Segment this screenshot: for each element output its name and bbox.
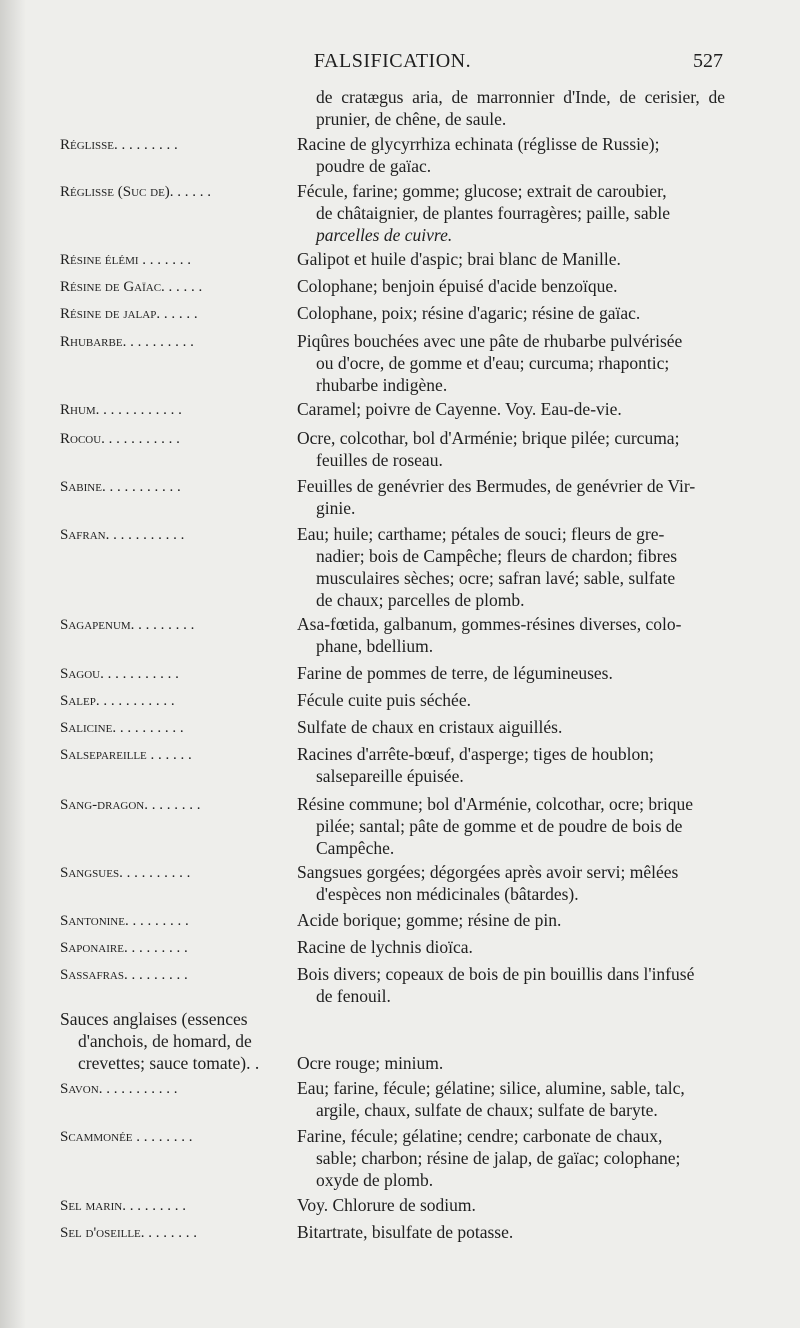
entry-term: Rocou. . . . . . . . . . . <box>60 431 180 447</box>
definition-line: rhubarbe indigène. <box>316 375 448 395</box>
entry-definition <box>297 1052 725 1074</box>
entry-term: Scammonée . . . . . . . . <box>60 1129 193 1145</box>
definition-line: de châtaignier, de plantes fourragères; paille, sable <box>316 203 670 223</box>
definition-line: Feuilles de genévrier des Bermudes, de genévrier de Vir- <box>297 476 696 496</box>
entry-term: Résine de Gaïac. . . . . . <box>60 279 203 295</box>
entry-definition <box>297 475 725 519</box>
definition-line: Colophane, poix; résine d'agaric; résine de gaïac. <box>297 303 641 323</box>
entry-definition <box>297 861 725 905</box>
definition-line: de fenouil. <box>316 986 391 1006</box>
definition-line: poudre de gaïac. <box>316 156 432 176</box>
entry-definition <box>297 743 725 787</box>
entry-definition <box>297 1125 725 1191</box>
entry-definition <box>297 248 725 270</box>
entry-term: Sagou. . . . . . . . . . . <box>60 666 179 682</box>
definition-line: feuilles de roseau. <box>316 450 443 470</box>
definition-line: Eau; huile; carthame; pétales de souci; fleurs de gre- <box>297 524 665 544</box>
definition-line: Ocre rouge; minium. <box>297 1053 444 1073</box>
entry-definition <box>297 1077 725 1121</box>
definition-line: de chaux; parcelles de plomb. <box>316 590 525 610</box>
entry-definition <box>297 963 725 1007</box>
definition-line: d'espèces non médicinales (bâtardes). <box>316 884 579 904</box>
entry-definition <box>297 133 725 177</box>
entry-definition <box>297 86 725 130</box>
entry-definition <box>297 398 725 420</box>
entry-definition <box>297 275 725 297</box>
page-header <box>60 50 725 76</box>
term-line: d'anchois, de homard, de <box>78 1031 252 1051</box>
entry-term: Salep. . . . . . . . . . . <box>60 693 175 709</box>
entry-term: Safran. . . . . . . . . . . <box>60 527 185 543</box>
definition-line: Acide borique; gomme; résine de pin. <box>297 910 562 930</box>
definition-line: Campêche. <box>316 838 395 858</box>
term-line: Sauces anglaises (essences <box>60 1009 248 1029</box>
entry-term: Sel d'oseille. . . . . . . . <box>60 1225 198 1241</box>
entry-definition <box>297 613 725 657</box>
entry-definition <box>297 716 725 738</box>
definition-line: Racine de glycyrrhiza echinata (réglisse de Russie); <box>297 134 660 154</box>
definition-line: Voy. Chlorure de sodium. <box>297 1195 476 1215</box>
definition-line: phane, bdellium. <box>316 636 434 656</box>
definition-line: argile, chaux, sulfate de chaux; sulfate de baryte. <box>316 1100 658 1120</box>
definition-line: Farine, fécule; gélatine; cendre; carbonate de chaux, <box>297 1126 663 1146</box>
page-number: 527 <box>693 50 723 72</box>
definition-line: Sulfate de chaux en cristaux aiguillés. <box>297 717 563 737</box>
entry-term: Saponaire. . . . . . . . . <box>60 940 188 956</box>
definition-line: ginie. <box>316 498 356 518</box>
definition-line: Caramel; poivre de Cayenne. Voy. Eau-de-vie. <box>297 399 622 419</box>
definition-line: Résine commune; bol d'Arménie, colcothar, ocre; brique <box>297 794 694 814</box>
definition-line: nadier; bois de Campêche; fleurs de chardon; fibres <box>316 546 678 566</box>
entry-term: Sel marin. . . . . . . . . <box>60 1198 186 1214</box>
definition-line: Bitartrate, bisulfate de potasse. <box>297 1222 514 1242</box>
entry-definition <box>297 793 725 859</box>
definition-line: Galipot et huile d'aspic; brai blanc de Manille. <box>297 249 621 269</box>
entry-definition <box>297 302 725 324</box>
entry-term: Sang-dragon. . . . . . . . <box>60 797 201 813</box>
definition-line: Bois divers; copeaux de bois de pin bouillis dans l'infusé <box>297 964 695 984</box>
definition-line: Asa-fœtida, galbanum, gommes-résines diverses, colo- <box>297 614 682 634</box>
entry-term: Santonine. . . . . . . . . <box>60 913 189 929</box>
definition-line: musculaires sèches; ocre; safran lavé; sable, sulfate <box>316 568 676 588</box>
definition-line: Racine de lychnis dioïca. <box>297 937 473 957</box>
definition-line: Fécule cuite puis séchée. <box>297 690 471 710</box>
entry-definition <box>297 1194 725 1216</box>
entry-term: Sagapenum. . . . . . . . . <box>60 617 195 633</box>
entry-definition <box>297 523 725 611</box>
entry-term: Réglisse (Suc de). . . . . . <box>60 184 212 200</box>
term-line: crevettes; sauce tomate). . <box>78 1053 260 1073</box>
entry-definition <box>297 689 725 711</box>
entry-term: Sangsues. . . . . . . . . . <box>60 865 191 881</box>
definition-line: Fécule, farine; gomme; glucose; extrait de caroubier, <box>297 181 667 201</box>
entry-term: Réglisse. . . . . . . . . <box>60 137 178 153</box>
definition-line: parcelles de cuivre. <box>316 225 453 245</box>
definition-line: Ocre, colcothar, bol d'Arménie; brique pilée; curcuma; <box>297 428 680 448</box>
entry-definition <box>297 936 725 958</box>
definition-line: Piqûres bouchées avec une pâte de rhubarbe pulvérisée <box>297 331 683 351</box>
entry-definition <box>297 427 725 471</box>
definition-line: salsepareille épuisée. <box>316 766 464 786</box>
entry-term: Savon. . . . . . . . . . . <box>60 1081 178 1097</box>
entry-term: Sassafras. . . . . . . . . <box>60 967 188 983</box>
running-title: FALSIFICATION. <box>313 50 472 72</box>
definition-line: sable; charbon; résine de jalap, de gaïac; colophane; <box>316 1148 681 1168</box>
definition-line: Farine de pommes de terre, de légumineuses. <box>297 663 613 683</box>
entry-term: Salicine. . . . . . . . . . <box>60 720 184 736</box>
entry-term: Rhum. . . . . . . . . . . . <box>60 402 182 418</box>
entry-term: Résine de jalap. . . . . . <box>60 306 198 322</box>
entry-definition <box>297 909 725 931</box>
entry-definition <box>297 662 725 684</box>
entry-definition <box>297 330 725 396</box>
definition-line: pilée; santal; pâte de gomme et de poudre de bois de <box>316 816 683 836</box>
definition-line: oxyde de plomb. <box>316 1170 434 1190</box>
entry-term: Résine élémi . . . . . . . <box>60 252 192 268</box>
definition-line: Sangsues gorgées; dégorgées après avoir servi; mêlées <box>297 862 679 882</box>
entry-term: Sabine. . . . . . . . . . . <box>60 479 181 495</box>
definition-line: Eau; farine, fécule; gélatine; silice, alumine, sable, talc, <box>297 1078 685 1098</box>
page-edge-shadow <box>0 0 26 1328</box>
definition-line: ou d'ocre, de gomme et d'eau; curcuma; rhapontic; <box>316 353 670 373</box>
entry-term <box>60 1008 296 1074</box>
definition-line: Racines d'arrête-bœuf, d'asperge; tiges de houblon; <box>297 744 654 764</box>
entry-term: Salsepareille . . . . . . <box>60 747 192 763</box>
definition-text: de cratægus aria, de marronnier d'Inde, de cerisier, de prunier, de chêne, de saule. <box>316 87 725 129</box>
entry-term: Rhubarbe. . . . . . . . . . <box>60 334 194 350</box>
entry-definition <box>297 180 725 246</box>
definition-line: Colophane; benjoin épuisé d'acide benzoïque. <box>297 276 618 296</box>
entry-definition <box>297 1221 725 1243</box>
